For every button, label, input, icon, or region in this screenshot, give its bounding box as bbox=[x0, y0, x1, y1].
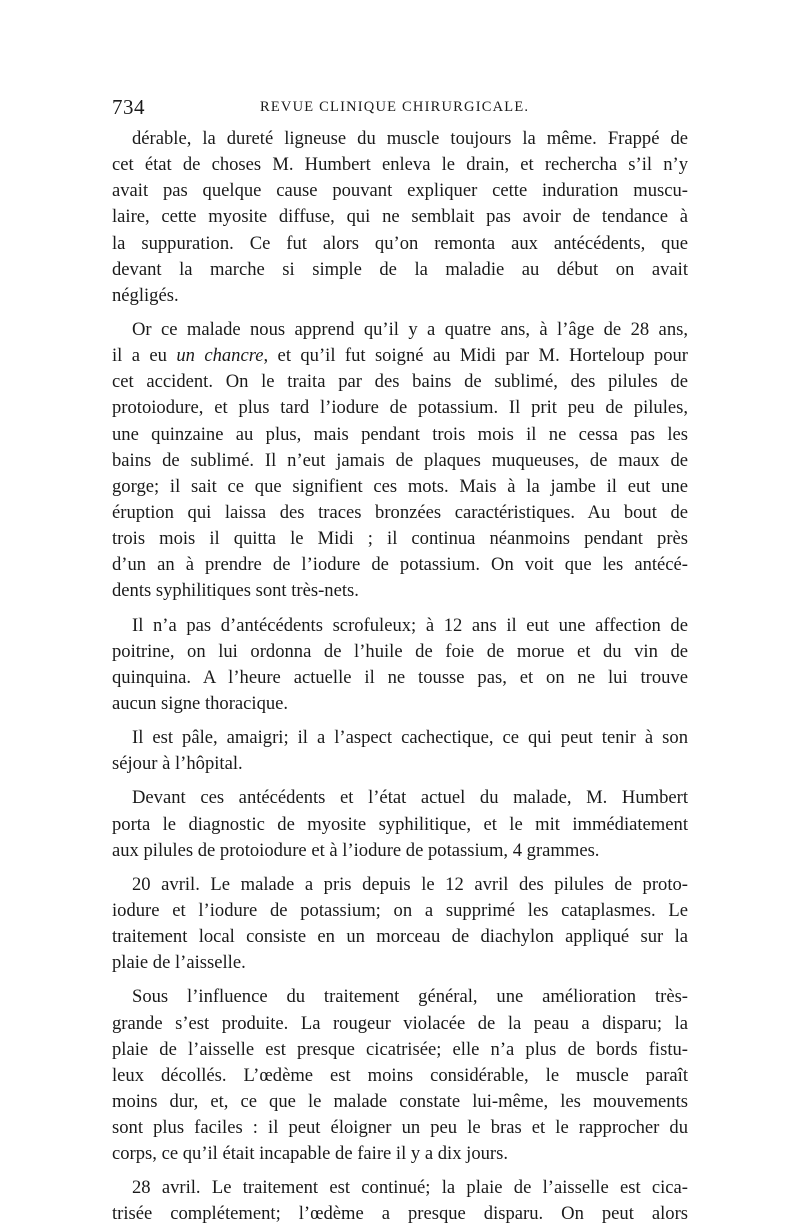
paragraph bbox=[112, 984, 688, 1167]
text-line: dérable, la dureté ligneuse du muscle toujours la même. Frappé de bbox=[132, 128, 688, 149]
text-line: gorge; il sait ce que signifient ces mots. Mais à la jambe il eut une bbox=[112, 475, 688, 497]
text-line: cet état de choses M. Humbert enleva le drain, et rechercha s’il n’y bbox=[112, 154, 688, 176]
journal-title: REVUE CLINIQUE CHIRURGICALE. bbox=[260, 99, 530, 115]
text-line: moins dur, et, ce que le malade constate lui-même, les mouvements bbox=[112, 1090, 688, 1112]
text-line: 20 avril. Le malade a pris depuis le 12 avril des pilules de proto- bbox=[132, 873, 688, 895]
page-number: 734 bbox=[112, 95, 145, 119]
text-line: aucun signe thoracique. bbox=[112, 692, 289, 714]
paragraph bbox=[112, 725, 688, 777]
text-line: plaie de l’aisselle est presque cicatrisée; elle n’a plus de bords fistu- bbox=[112, 1038, 688, 1060]
text-line: grande s’est produite. La rougeur violacée de la peau a disparu; la bbox=[112, 1012, 688, 1034]
text-line: une quinzaine au plus, mais pendant trois mois il ne cessa pas les bbox=[112, 423, 688, 445]
text-line: séjour à l’hôpital. bbox=[112, 753, 243, 775]
text-line: la suppuration. Ce fut alors qu’on remonta aux antécédents, que bbox=[112, 232, 688, 254]
paragraph bbox=[112, 872, 688, 977]
text-line: bains de sublimé. Il n’eut jamais de plaques muqueuses, de maux de bbox=[112, 449, 688, 471]
text-line: 28 avril. Le traitement est continué; la plaie de l’aisselle est cica- bbox=[132, 1177, 688, 1199]
body-text bbox=[112, 126, 688, 1228]
text-line: corps, ce qu’il était incapable de faire il y a dix jours. bbox=[112, 1143, 508, 1165]
text-line: Devant ces antécédents et l’état actuel du malade, M. Humbert bbox=[132, 787, 688, 809]
text-line: trois mois il quitta le Midi ; il continua néanmoins pendant près bbox=[112, 528, 688, 550]
text-line: porta le diagnostic de myosite syphilitique, et le mit immédiatement bbox=[112, 813, 688, 835]
text-line: leux décollés. L’œdème est moins considérable, le muscle paraît bbox=[112, 1064, 688, 1086]
text-line: trisée complétement; l’œdème a presque disparu. On peut alors bbox=[112, 1203, 688, 1225]
text-line: traitement local consiste en un morceau de diachylon appliqué sur la bbox=[112, 926, 688, 948]
text-line: protoiodure, et plus tard l’iodure de potassium. Il prit peu de pilules, bbox=[112, 397, 688, 419]
text-line: négligés. bbox=[112, 284, 179, 306]
text-line: aux pilules de protoiodure et à l’iodure de potassium, 4 grammes. bbox=[112, 839, 600, 861]
text-line: Sous l’influence du traitement général, une amélioration très- bbox=[132, 986, 688, 1008]
text-line: devant la marche si simple de la maladie au début on avait bbox=[112, 258, 688, 280]
paragraph bbox=[112, 126, 688, 309]
text-line: éruption qui laissa des traces bronzées caractéristiques. Au bout de bbox=[112, 501, 688, 523]
text-line: poitrine, on lui ordonna de l’huile de foie de morue et du vin de bbox=[112, 640, 688, 662]
text-line: sont plus faciles : il peut éloigner un peu le bras et le rapprocher du bbox=[112, 1117, 688, 1139]
text-line: dents syphilitiques sont très-nets. bbox=[112, 580, 359, 602]
text-line: avait pas quelque cause pouvant expliquer cette induration muscu- bbox=[112, 180, 688, 202]
text-line: laire, cette myosite diffuse, qui ne semblait pas avoir de tendance à bbox=[112, 206, 688, 228]
paragraph bbox=[112, 613, 688, 718]
paragraph bbox=[112, 1175, 688, 1227]
text-line: iodure et l’iodure de potassium; on a supprimé les cataplasmes. Le bbox=[112, 899, 688, 921]
text-line: Or ce malade nous apprend qu’il y a quatre ans, à l’âge de 28 ans, bbox=[132, 318, 688, 340]
running-head bbox=[112, 95, 688, 121]
text-line: il a eu un chancre, et qu’il fut soigné au Midi par M. Horteloup pour bbox=[112, 345, 688, 367]
text-line: cet accident. On le traita par des bains de sublimé, des pilules de bbox=[112, 371, 688, 393]
text-line: plaie de l’aisselle. bbox=[112, 952, 246, 974]
text-line: quinquina. A l’heure actuelle il ne tousse pas, et on ne lui trouve bbox=[112, 666, 688, 688]
paragraph bbox=[112, 317, 688, 605]
text-line: d’un an à prendre de l’iodure de potassium. On voit que les antécé- bbox=[112, 554, 688, 576]
text-line: Il n’a pas d’antécédents scrofuleux; à 12 ans il eut une affection de bbox=[132, 614, 688, 636]
paragraph bbox=[112, 785, 688, 863]
text-line: Il est pâle, amaigri; il a l’aspect cachectique, ce qui peut tenir à son bbox=[132, 727, 688, 749]
